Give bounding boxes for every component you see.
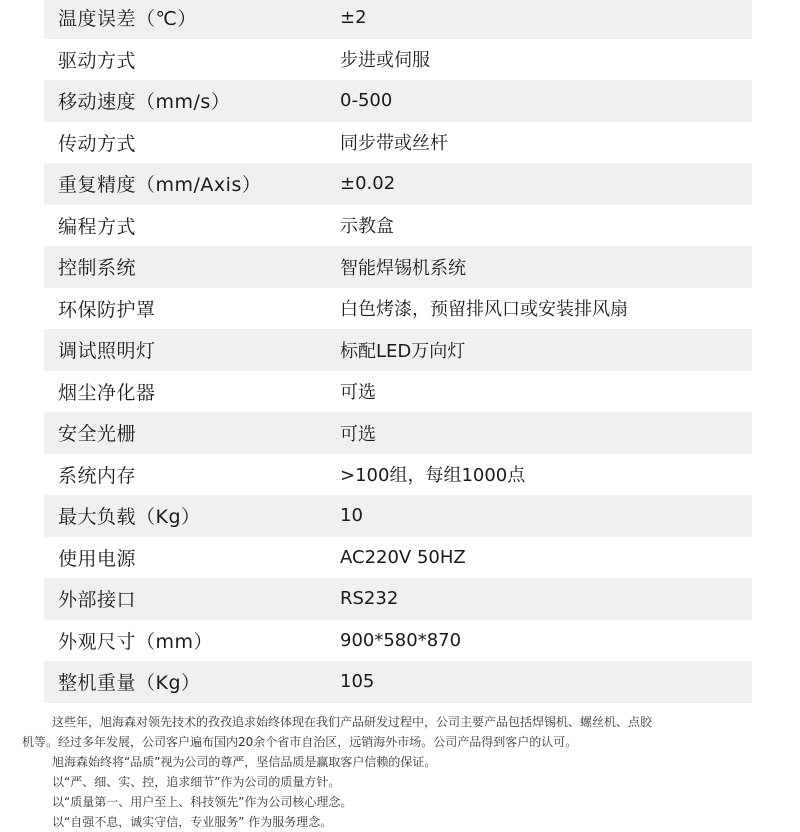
table-row — [44, 329, 752, 371]
spec-label: 调试照明灯 — [58, 340, 156, 363]
table-row — [44, 288, 752, 330]
table-row — [44, 537, 752, 579]
table-row — [44, 371, 752, 413]
spec-label: 环保防护罩 — [58, 298, 156, 321]
table-row — [44, 620, 752, 662]
spec-value: ±2 — [340, 7, 367, 29]
intro-line: 机等。经过多年发展，公司客户遍布国内20余个省市自治区，远销海外市场。公司产品得到客户的认可。 — [22, 735, 578, 749]
spec-value: 示教盒 — [340, 216, 394, 238]
table-row — [44, 80, 752, 122]
table-row — [44, 163, 752, 205]
table-row — [44, 495, 752, 537]
spec-value: 105 — [340, 671, 375, 693]
table-row — [44, 39, 752, 81]
table-row — [44, 412, 752, 454]
table-row — [44, 454, 752, 496]
spec-label: 最大负载（Kg） — [58, 506, 201, 529]
spec-value: 同步带或丝杆 — [340, 133, 448, 155]
spec-label: 使用电源 — [58, 547, 137, 570]
spec-label: 驱动方式 — [58, 49, 137, 72]
spec-label: 控制系统 — [58, 257, 137, 280]
spec-table — [44, 0, 752, 703]
table-row — [44, 205, 752, 247]
spec-label: 外部接口 — [58, 589, 137, 612]
intro-line: 以“自强不息，诚实守信，专业服务” 作为服务理念。 — [52, 815, 333, 829]
spec-value: >100组，每组1000点 — [340, 465, 526, 487]
spec-value: 白色烤漆，预留排风口或安装排风扇 — [340, 299, 628, 321]
spec-value: RS232 — [340, 588, 399, 610]
spec-label: 温度误差（℃） — [58, 8, 197, 31]
table-row — [44, 0, 752, 39]
intro-line: 这些年，旭海森对领先技术的孜孜追求始终体现在我们产品研发过程中，公司主要产品包括焊锡机、螺丝机、点胶 — [52, 715, 653, 729]
spec-label: 重复精度（mm/Axis） — [58, 174, 262, 197]
spec-value: 10 — [340, 505, 363, 527]
spec-label: 移动速度（mm/s） — [58, 91, 231, 114]
spec-value: 900*580*870 — [340, 629, 462, 651]
spec-label: 整机重量（Kg） — [58, 672, 201, 695]
table-row — [44, 661, 752, 703]
spec-value: 可选 — [340, 423, 376, 445]
spec-value: 0-500 — [340, 90, 393, 112]
table-row — [44, 246, 752, 288]
company-intro — [0, 712, 800, 832]
spec-label: 外观尺寸（mm） — [58, 630, 214, 653]
table-row — [44, 122, 752, 164]
intro-line: 以“质量第一、用户至上、科技领先”作为公司核心理念。 — [52, 795, 353, 809]
spec-label: 安全光栅 — [58, 423, 137, 446]
spec-value: 标配LED万向灯 — [340, 340, 466, 362]
intro-line: 旭海森始终将“品质”视为公司的尊严，坚信品质是赢取客户信赖的保证。 — [52, 755, 437, 769]
spec-value: 可选 — [340, 382, 376, 404]
spec-label: 烟尘净化器 — [58, 381, 156, 404]
spec-label: 编程方式 — [58, 215, 137, 238]
spec-label: 传动方式 — [58, 132, 137, 155]
spec-value: ±0.02 — [340, 173, 396, 195]
table-row — [44, 578, 752, 620]
spec-value: AC220V 50HZ — [340, 546, 466, 568]
spec-value: 智能焊锡机系统 — [340, 257, 466, 279]
spec-label: 系统内存 — [58, 464, 137, 487]
spec-value: 步进或伺服 — [340, 50, 430, 72]
intro-line: 以“严、细、实、控，追求细节”作为公司的质量方针。 — [52, 775, 341, 789]
